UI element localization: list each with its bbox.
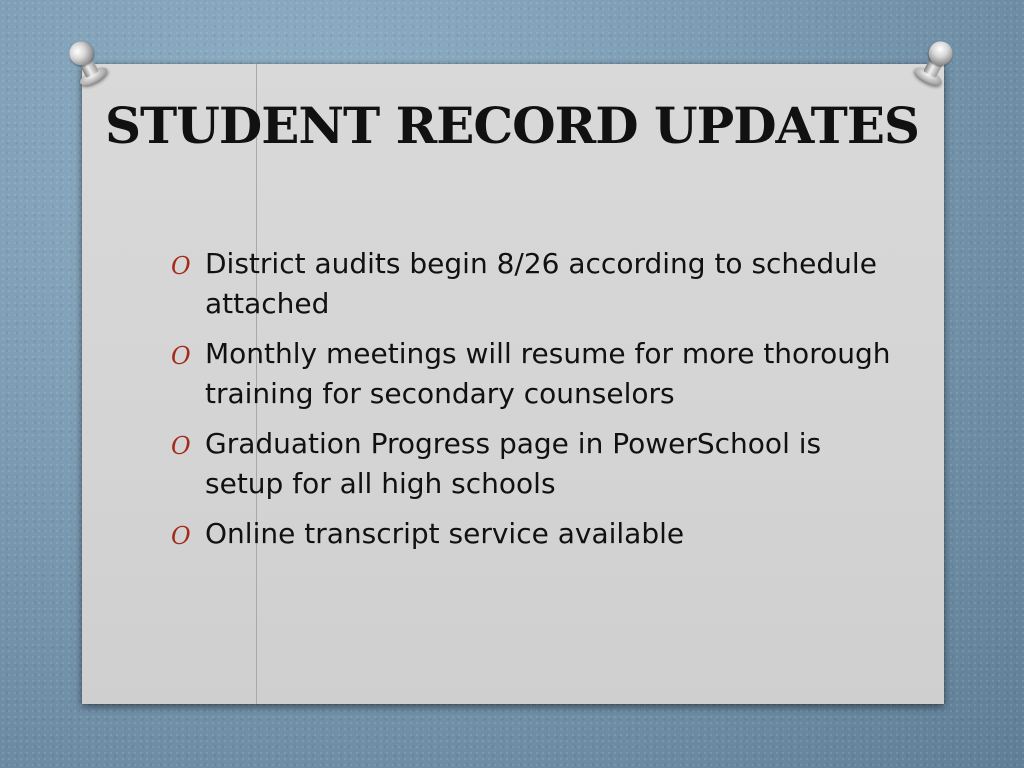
bullet-item xyxy=(171,244,895,324)
bullet-marker-icon: O xyxy=(171,252,191,280)
bullet-marker-icon: O xyxy=(171,342,191,370)
bullet-item xyxy=(171,334,895,414)
bullet-list xyxy=(171,244,895,564)
bullet-text: Online transcript service available xyxy=(205,517,685,550)
slide-title: STUDENT RECORD UPDATES xyxy=(104,96,920,155)
bullet-text: Graduation Progress page in PowerSchool is setup for all high schools xyxy=(205,427,822,500)
bullet-marker-icon: O xyxy=(171,432,191,460)
bullet-text: District audits begin 8/26 according to schedule attached xyxy=(205,247,877,320)
bullet-item xyxy=(171,514,895,554)
bullet-text: Monthly meetings will resume for more thorough training for secondary counselors xyxy=(205,337,891,410)
bullet-marker-icon: O xyxy=(171,522,191,550)
bullet-item xyxy=(171,424,895,504)
